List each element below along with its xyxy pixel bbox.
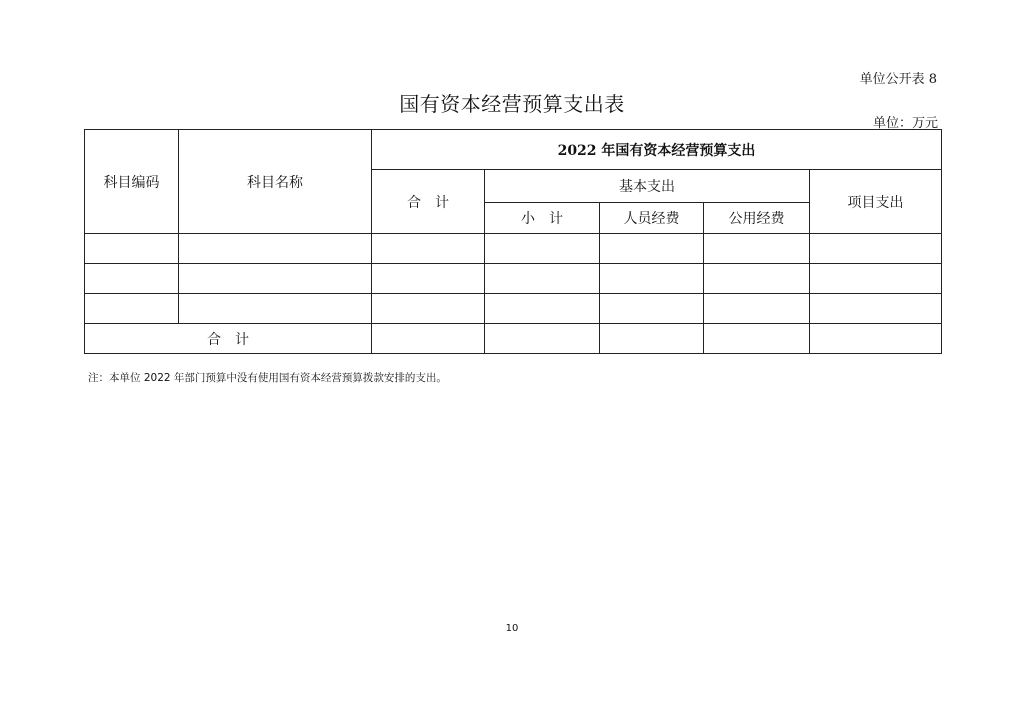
header-total: 合 计 <box>372 170 485 234</box>
total-row <box>85 324 942 354</box>
cell <box>704 324 810 354</box>
cell <box>600 264 704 294</box>
unit-label: 单位：万元 <box>872 116 938 131</box>
header-name: 科目名称 <box>179 130 372 234</box>
cell <box>85 234 179 264</box>
cell <box>372 294 485 324</box>
cell <box>485 264 600 294</box>
header-code: 科目编码 <box>85 130 179 234</box>
cell <box>600 324 704 354</box>
cell <box>372 264 485 294</box>
cell <box>704 234 810 264</box>
cell <box>485 294 600 324</box>
table-row <box>85 294 942 324</box>
header-project: 项目支出 <box>810 170 942 234</box>
cell <box>85 294 179 324</box>
cell <box>85 264 179 294</box>
cell <box>179 294 372 324</box>
table-row <box>85 264 942 294</box>
total-label: 合 计 <box>85 324 372 354</box>
cell <box>485 234 600 264</box>
cell <box>372 234 485 264</box>
header-basic: 基本支出 <box>485 170 810 203</box>
cell <box>810 294 942 324</box>
cell <box>810 264 942 294</box>
header-public: 公用经费 <box>704 203 810 234</box>
header-group-title: 2022 年国有资本经营预算支出 <box>372 130 942 170</box>
cell <box>179 234 372 264</box>
cell <box>810 324 942 354</box>
cell <box>704 264 810 294</box>
table-number: 单位公开表 8 <box>859 72 937 87</box>
header-subtotal: 小 计 <box>485 203 600 234</box>
header-personnel: 人员经费 <box>600 203 704 234</box>
cell <box>600 234 704 264</box>
page-number: 10 <box>505 623 519 634</box>
cell <box>810 234 942 264</box>
cell <box>179 264 372 294</box>
cell <box>485 324 600 354</box>
table-row <box>85 234 942 264</box>
page-title: 国有资本经营预算支出表 <box>399 92 625 116</box>
cell <box>372 324 485 354</box>
footnote: 注：本单位 2022 年部门预算中没有使用国有资本经营预算拨款安排的支出。 <box>88 372 447 384</box>
budget-table <box>84 129 942 354</box>
cell <box>704 294 810 324</box>
cell <box>600 294 704 324</box>
